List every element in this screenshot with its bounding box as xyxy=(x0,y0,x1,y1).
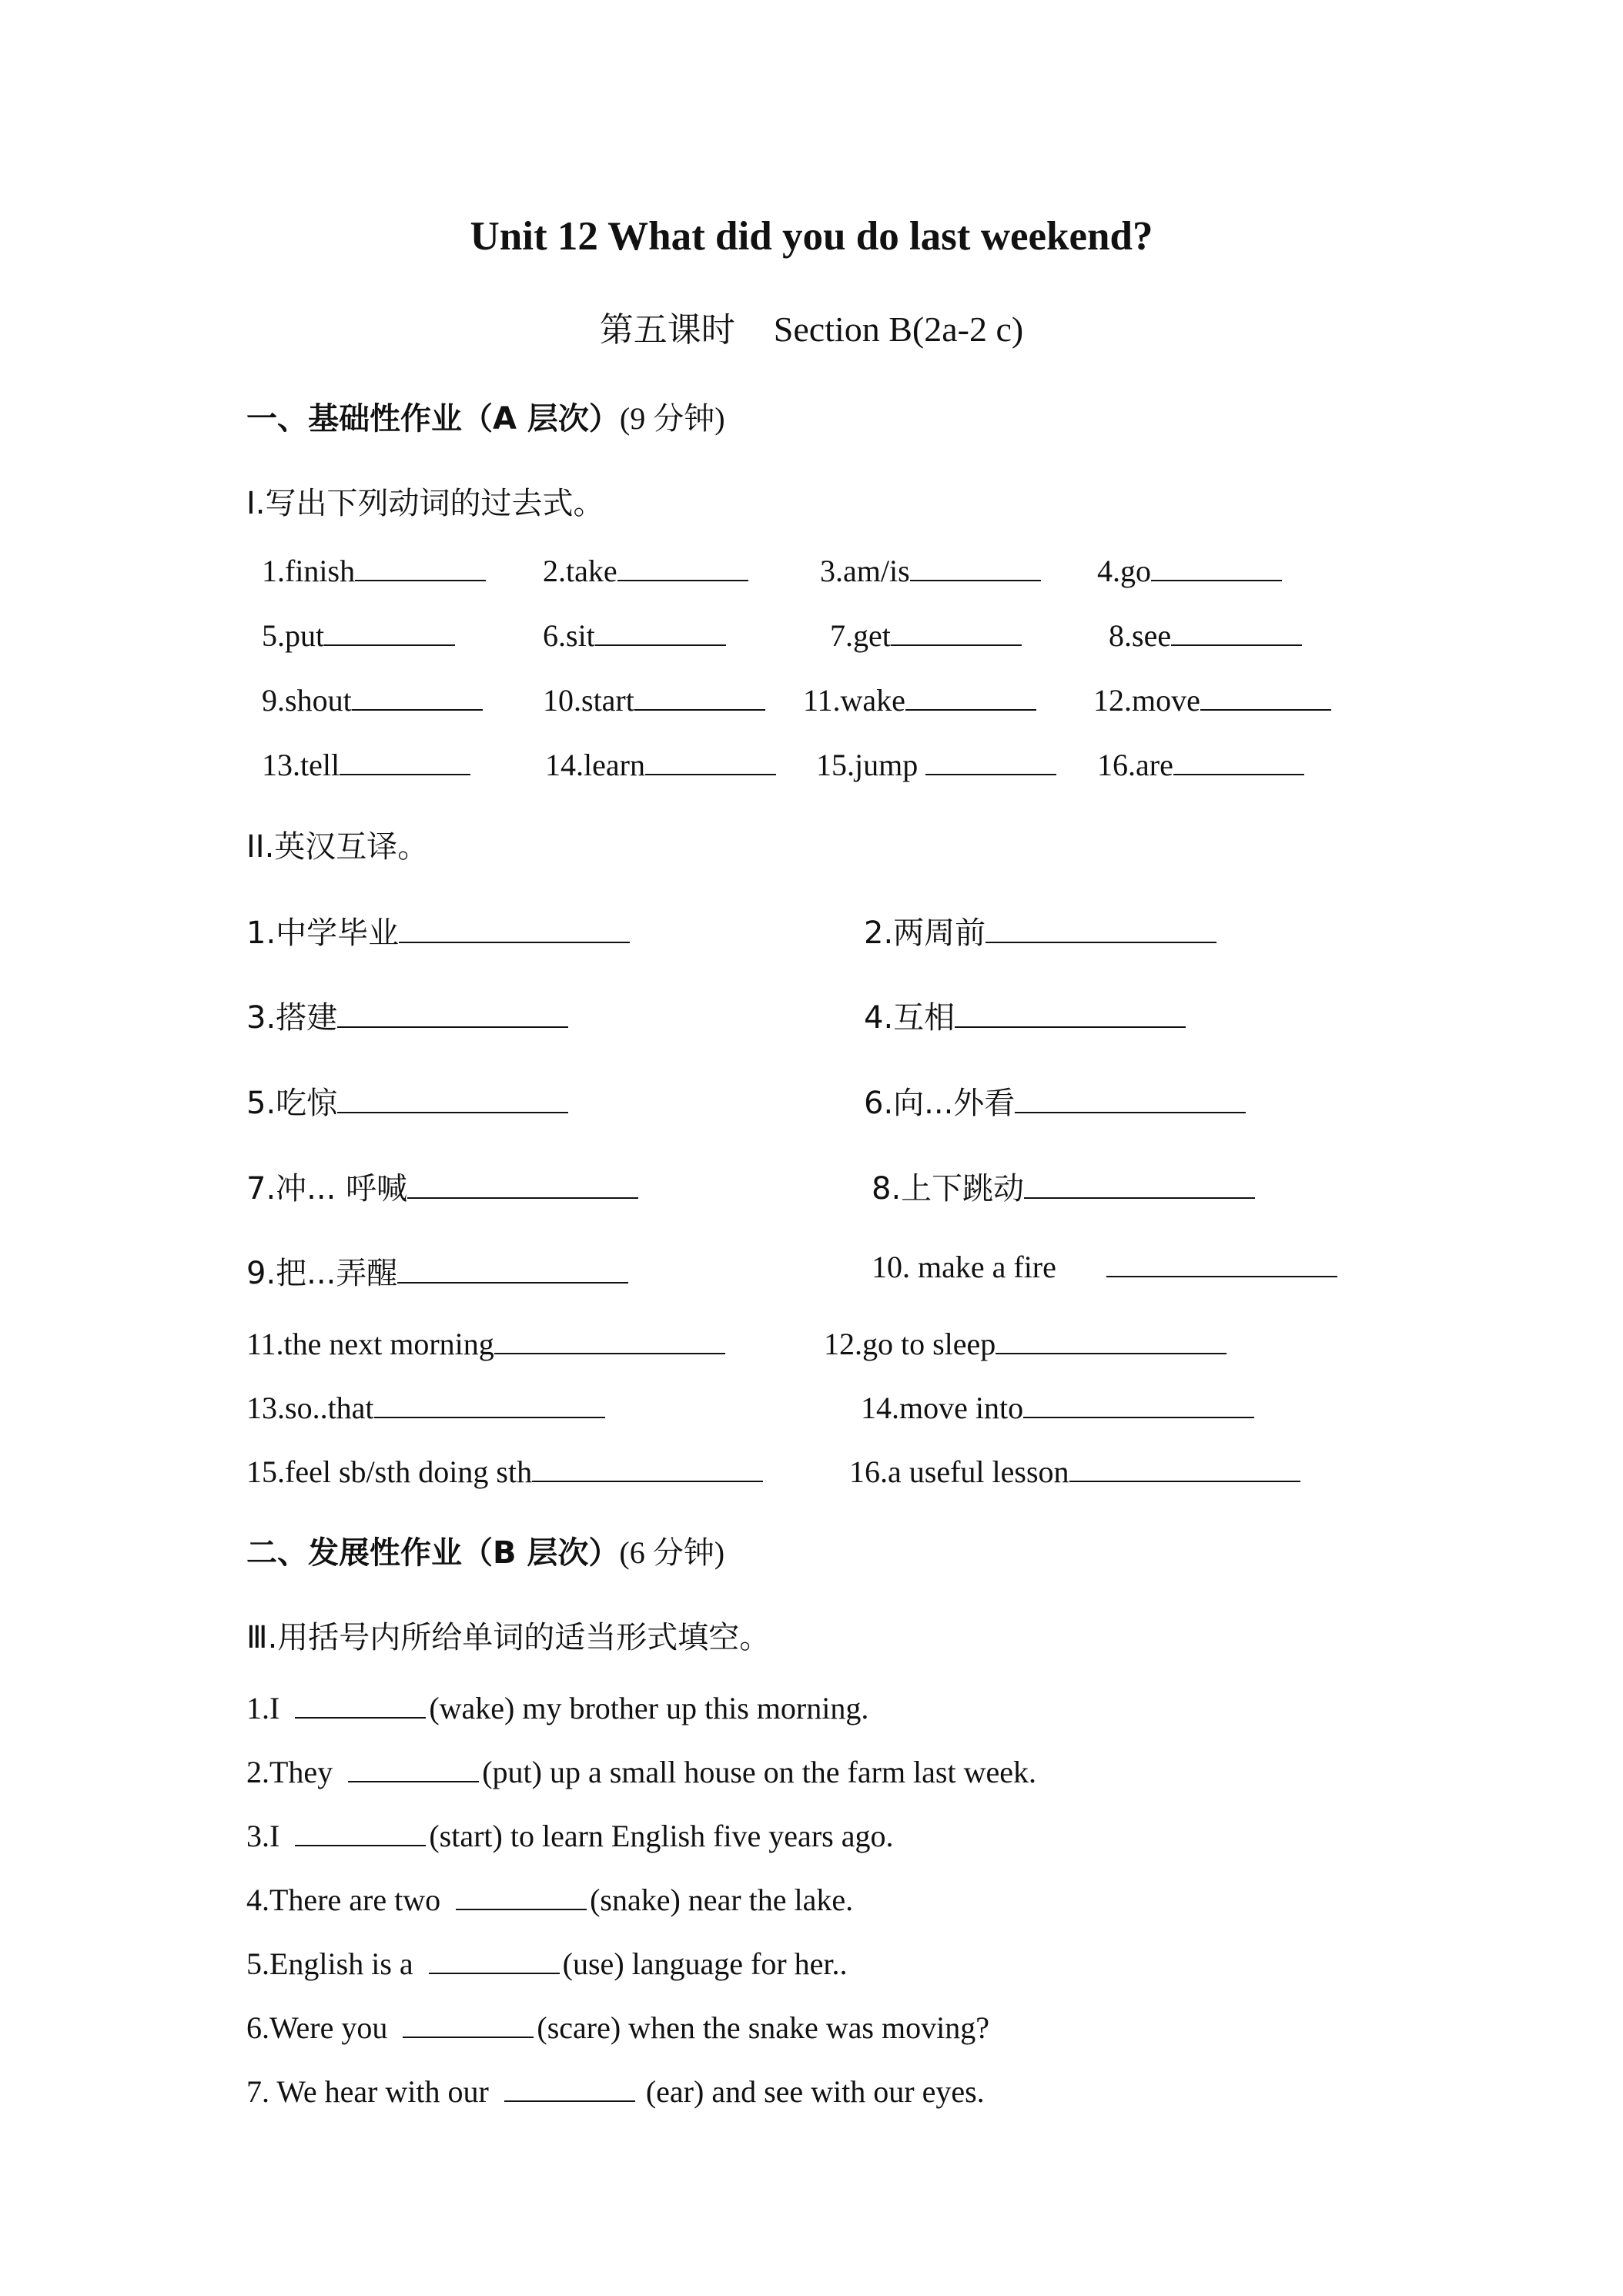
answer-blank[interactable] xyxy=(407,1173,638,1199)
answer-blank[interactable] xyxy=(925,749,1056,775)
answer-blank[interactable] xyxy=(996,1328,1226,1354)
verb-item: 10.start xyxy=(543,682,765,718)
translate-item: 12.go to sleep xyxy=(824,1326,1226,1362)
part1-heading xyxy=(246,394,725,438)
verb-item: 1.finish xyxy=(262,553,486,589)
translate-item: 8.上下跳动 xyxy=(872,1164,1255,1208)
verb-item: 11.wake xyxy=(803,682,1036,718)
fill-item: 7. We hear with our (ear) and see with our eyes. xyxy=(246,2074,985,2109)
part1-time: (9 分钟) xyxy=(619,401,725,437)
answer-blank[interactable] xyxy=(617,555,748,581)
answer-blank[interactable] xyxy=(1151,555,1282,581)
verb-item: 5.put xyxy=(262,618,455,654)
lesson-label: 第五课时 xyxy=(599,310,735,350)
fill-item: 6.Were you (scare) when the snake was moving? xyxy=(246,2010,989,2045)
fill-item: 3.I (start) to learn English five years ago. xyxy=(246,1819,894,1853)
answer-blank[interactable] xyxy=(352,684,483,711)
answer-blank[interactable] xyxy=(337,1002,568,1028)
fill-item: 2.They (put) up a small house on the farm last week. xyxy=(246,1755,1036,1789)
answer-blank[interactable] xyxy=(295,1820,426,1846)
part2-heading-text: 二、发展性作业（B 层次） xyxy=(246,1535,620,1571)
section3-title: Ⅲ.用括号内所给单词的适当形式填空。 xyxy=(246,1620,771,1655)
worksheet-title: Unit 12 What did you do last weekend? xyxy=(470,214,1153,259)
verb-item: 7.get xyxy=(830,618,1022,654)
verb-item: 3.am/is xyxy=(820,553,1041,589)
answer-blank[interactable] xyxy=(634,684,765,711)
verb-item: 2.take xyxy=(543,553,748,589)
translate-item: 11.the next morning xyxy=(246,1326,725,1362)
verb-item: 14.learn xyxy=(545,747,776,783)
answer-blank[interactable] xyxy=(504,2076,635,2102)
answer-blank[interactable] xyxy=(340,749,470,775)
translate-item: 16.a useful lesson xyxy=(849,1454,1300,1490)
translate-item: 2.两周前 xyxy=(864,909,1216,952)
verb-item: 15.jump xyxy=(816,747,1056,783)
fill-item: 1.I (wake) my brother up this morning. xyxy=(246,1691,869,1725)
fill-item: 4.There are two (snake) near the lake. xyxy=(246,1883,854,1917)
section1-title: I.写出下列动词的过去式。 xyxy=(246,486,604,521)
answer-blank[interactable] xyxy=(403,2012,534,2038)
answer-blank[interactable] xyxy=(337,1087,568,1113)
answer-blank[interactable] xyxy=(494,1328,725,1354)
answer-blank[interactable] xyxy=(891,620,1022,646)
answer-blank[interactable] xyxy=(1024,1173,1255,1199)
translate-item: 6.向...外看 xyxy=(864,1079,1246,1123)
answer-blank[interactable] xyxy=(955,1002,1186,1028)
translate-item: 1.中学毕业 xyxy=(246,909,630,952)
translate-item: 15.feel sb/sth doing sth xyxy=(246,1454,763,1490)
answer-blank[interactable] xyxy=(1106,1251,1337,1277)
section2-title: II.英汉互译。 xyxy=(246,829,429,865)
verb-item: 9.shout xyxy=(262,682,483,718)
answer-blank[interactable] xyxy=(295,1692,426,1719)
translate-item: 7.冲... 呼喊 xyxy=(246,1164,638,1208)
answer-blank[interactable] xyxy=(1200,684,1331,711)
section-label: Section B(2a-2 c) xyxy=(773,310,1024,349)
verb-item: 13.tell xyxy=(262,747,470,783)
answer-blank[interactable] xyxy=(1171,620,1302,646)
answer-blank[interactable] xyxy=(986,917,1216,943)
worksheet-subtitle xyxy=(0,302,1623,351)
answer-blank[interactable] xyxy=(532,1456,763,1482)
translate-item: 3.搭建 xyxy=(246,993,568,1037)
answer-blank[interactable] xyxy=(1023,1392,1254,1418)
translate-item: 9.把...弄醒 xyxy=(246,1249,628,1293)
translate-item: 5.吃惊 xyxy=(246,1079,568,1123)
answer-blank[interactable] xyxy=(456,1884,587,1910)
answer-blank[interactable] xyxy=(910,555,1041,581)
verb-item: 12.move xyxy=(1093,682,1331,718)
part1-heading-text: 一、基础性作业（A 层次） xyxy=(246,401,620,437)
answer-blank[interactable] xyxy=(905,684,1036,711)
verb-item: 4.go xyxy=(1097,553,1282,589)
answer-blank[interactable] xyxy=(374,1392,605,1418)
answer-blank[interactable] xyxy=(1173,749,1304,775)
translate-item: 10. make a fire xyxy=(872,1249,1337,1285)
verb-item: 6.sit xyxy=(543,618,726,654)
verb-item: 8.see xyxy=(1109,618,1302,654)
answer-blank[interactable] xyxy=(429,1948,560,1974)
translate-item: 14.move into xyxy=(861,1390,1254,1426)
answer-blank[interactable] xyxy=(1069,1456,1300,1482)
answer-blank[interactable] xyxy=(1015,1087,1246,1113)
answer-blank[interactable] xyxy=(355,555,486,581)
answer-blank[interactable] xyxy=(397,1257,628,1284)
translate-item: 4.互相 xyxy=(864,993,1186,1037)
part2-heading xyxy=(246,1528,724,1572)
answer-blank[interactable] xyxy=(399,917,630,943)
part2-time: (6 分钟) xyxy=(619,1535,725,1571)
fill-item: 5.English is a (use) language for her.. xyxy=(246,1946,848,1981)
translate-item: 13.so..that xyxy=(246,1390,605,1426)
answer-blank[interactable] xyxy=(324,620,455,646)
answer-blank[interactable] xyxy=(645,749,776,775)
answer-blank[interactable] xyxy=(348,1756,479,1782)
verb-item: 16.are xyxy=(1097,747,1304,783)
answer-blank[interactable] xyxy=(595,620,726,646)
